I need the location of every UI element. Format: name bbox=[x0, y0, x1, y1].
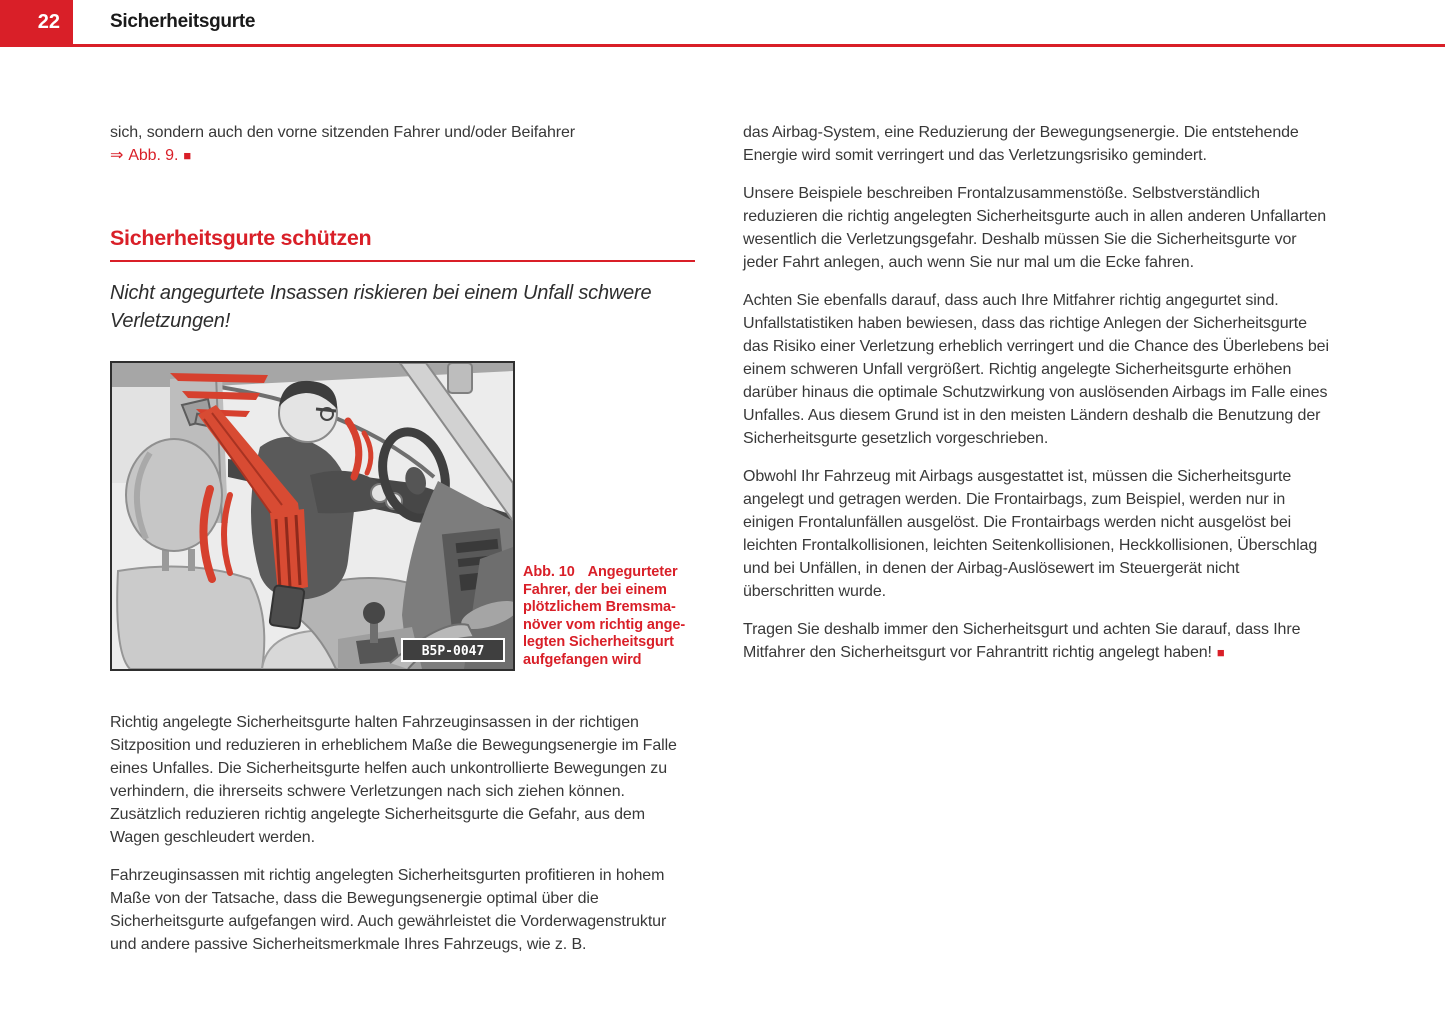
body-paragraph: Unsere Beispiele beschreiben Frontalzusammenstöße. Selbstverständlich reduzieren die richtig angelegten Sicherheitsgurte auch in allen anderen Unfallarten wesentlich die Verletzungsgefahr. Deshalb müssen Sie die Sicherheitsgurte vor jeder Fahrt anlegen, auch wenn Sie nur mal um die Ecke fahren. bbox=[743, 185, 1327, 271]
chapter-title: Sicherheitsgurte bbox=[110, 11, 256, 32]
page-content bbox=[0, 47, 1445, 971]
body-paragraph: Achten Sie ebenfalls darauf, dass auch Ihre Mitfahrer richtig angegurtet sind. Unfallstatistiken haben bewiesen, dass das richtige Anlegen der Sicherheitsgurte das Risiko einer Verletzung erheblich verringert und die Chance des Überlebens bei einem schweren Unfall vergrößert. Richtig angelegte Sicherheitsgurte erhöhen darüber hinaus die optimale Schutzwirkung von auslösenden Airbags im Falle eines Unfalles. Aus diesem Grund ist in den meisten Ländern deshalb die Benutzung der Sicherheitsgurte gesetzlich vorgeschrieben. bbox=[743, 292, 1329, 447]
left-column bbox=[110, 121, 695, 971]
section-end-marker-icon: ■ bbox=[1216, 645, 1225, 660]
closing-text: Tragen Sie deshalb immer den Sicherheitsgurt und achten Sie darauf, dass Ihre Mitfahrer den Sicherheitsgurt vor Fahrantritt richtig angelegt haben! bbox=[743, 621, 1301, 661]
image-code-label bbox=[402, 639, 504, 661]
cross-reference-label: Abb. 9. bbox=[128, 147, 179, 164]
intro-text: sich, sondern auch den vorne sitzenden Fahrer und/oder Beifahrer bbox=[110, 124, 575, 141]
page-number-badge bbox=[0, 0, 73, 45]
body-paragraph: Richtig angelegte Sicherheitsgurte halten Fahrzeuginsassen in der richtigen Sitzposition und reduzieren in erheblichem Maße die Bewegungsenergie im Falle eines Unfalles. Die Sicherheitsgurte helfen auch unkontrollierte Bewegungen zu verhindern, die ihrerseits schwere Verletzungen nach sich ziehen können. Zusätzlich reduzieren richtig angelegte Sicherheitsgurte die Gefahr, aus dem Wagen geschleudert werden. bbox=[110, 714, 677, 846]
intro-paragraph bbox=[110, 121, 695, 167]
body-paragraph: Fahrzeuginsassen mit richtig angelegten Sicherheitsgurten profitieren in hohem Maße von der Tatsache, dass die Bewegungsenergie optimal über die Sicherheitsgurte aufgefangen wird. Auch gewährleistet die Vorderwagenstruktur und andere passive Sicherheitsmerkmale Ihres Fahrzeugs, wie z. B. bbox=[110, 867, 667, 953]
section-end-marker-icon: ■ bbox=[183, 148, 192, 163]
closing-paragraph bbox=[743, 618, 1330, 664]
figure bbox=[110, 361, 695, 671]
figure-caption-text: Angegurteter Fahrer, der bei einem plötzlichem Bremsmanöver vom richtig angelegten Sicherheitsgurt aufgefangen wird bbox=[523, 564, 686, 668]
page-number: 22 bbox=[37, 11, 60, 33]
header-rule bbox=[0, 44, 1445, 47]
body-paragraph: das Airbag-System, eine Reduzierung der Bewegungsenergie. Die entstehende Energie wird somit verringert und das Verletzungsrisiko gemindert. bbox=[743, 124, 1299, 164]
figure-caption bbox=[523, 564, 695, 671]
right-column bbox=[743, 121, 1330, 971]
figure-image bbox=[110, 361, 515, 671]
image-code-text: B5P-0047 bbox=[421, 644, 485, 659]
body-paragraph: Obwohl Ihr Fahrzeug mit Airbags ausgestattet ist, müssen die Sicherheitsgurte angelegt und getragen werden. Die Frontairbags, zum Beispiel, werden nur in einigen Frontalunfällen ausgelöst. Die Frontairbags werden nicht ausgelöst bei leichten Frontalkollisionen, leichten Seitenkollisionen, Heckkollisionen, Überschlag und bei Unfällen, in denen der Airbag-Auslösewert im Steuergerät nicht überschritten wurde. bbox=[743, 468, 1318, 600]
cross-reference-arrow-icon: ⇒ bbox=[110, 147, 124, 164]
page-header bbox=[0, 0, 1445, 47]
figure-caption-label: Abb. 10 bbox=[523, 564, 575, 580]
section-heading: Sicherheitsgurte schützen bbox=[110, 226, 695, 262]
driver-seatbelt-illustration bbox=[112, 363, 513, 669]
lead-statement: Nicht angegurtete Insassen riskieren bei einem Unfall schwere Verletzungen! bbox=[110, 282, 652, 332]
cross-reference bbox=[110, 147, 178, 164]
rearview-mirror bbox=[448, 363, 472, 393]
